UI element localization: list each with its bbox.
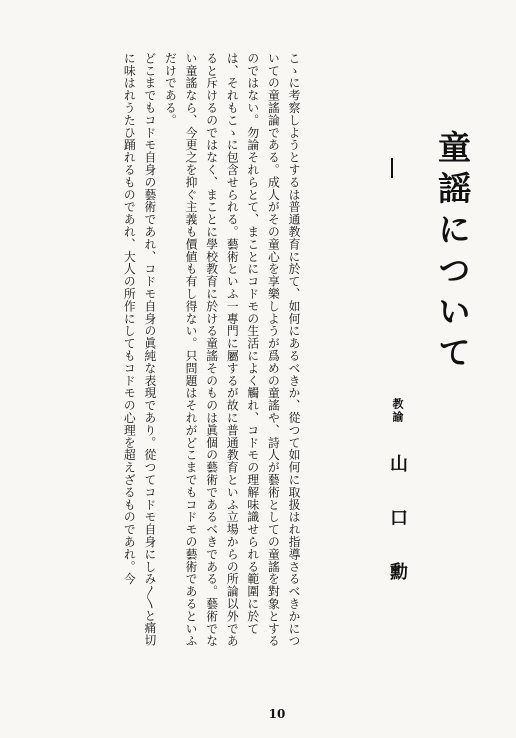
author-title: 教諭 bbox=[391, 398, 404, 424]
author-name: 山口勳 bbox=[387, 454, 408, 616]
author-byline bbox=[383, 398, 411, 658]
body-text bbox=[62, 52, 304, 652]
article-title: 童謡について bbox=[433, 130, 472, 376]
page-number: 10 bbox=[268, 707, 286, 721]
paragraph-2: どこまでもコドモ自身の藝術であれ、コドモ自身の眞純な表現であり。從つてコドモ自身にしみ〳〵と痛切に味はれうたひ踊れるものであれ、大人の所作にしてもコドモの心理を超えざるものであれ。今 bbox=[122, 52, 157, 647]
section-number-mark bbox=[391, 158, 393, 178]
paragraph-1: こゝに考察しようとするは普通教育に於て、如何にあるべきか、從つて如何に取扱はれ指導さるべきかについての童謠論である。成人がその童心を享樂しようが爲めの童謠や、詩人が藝術としての童謠を對象とするのではない。勿論それらとて、まことにコドモの生活によく觸れ、コドモの理解味識せられる範圍に於ては、それもこゝに包含せられる。藝術といふ一專門に屬するが故に普通教育といふ立場からの所論以外であると斥けるのではなく、まことに學校教育に於ける童謠そのものは眞個の藝術であるべきである。藝術でない童謠なら、今更之を抑ぐ主義も價値も有し得ない。只問題はそれがどこまでもコドモの藝術であるといふだけである。 bbox=[163, 52, 301, 648]
